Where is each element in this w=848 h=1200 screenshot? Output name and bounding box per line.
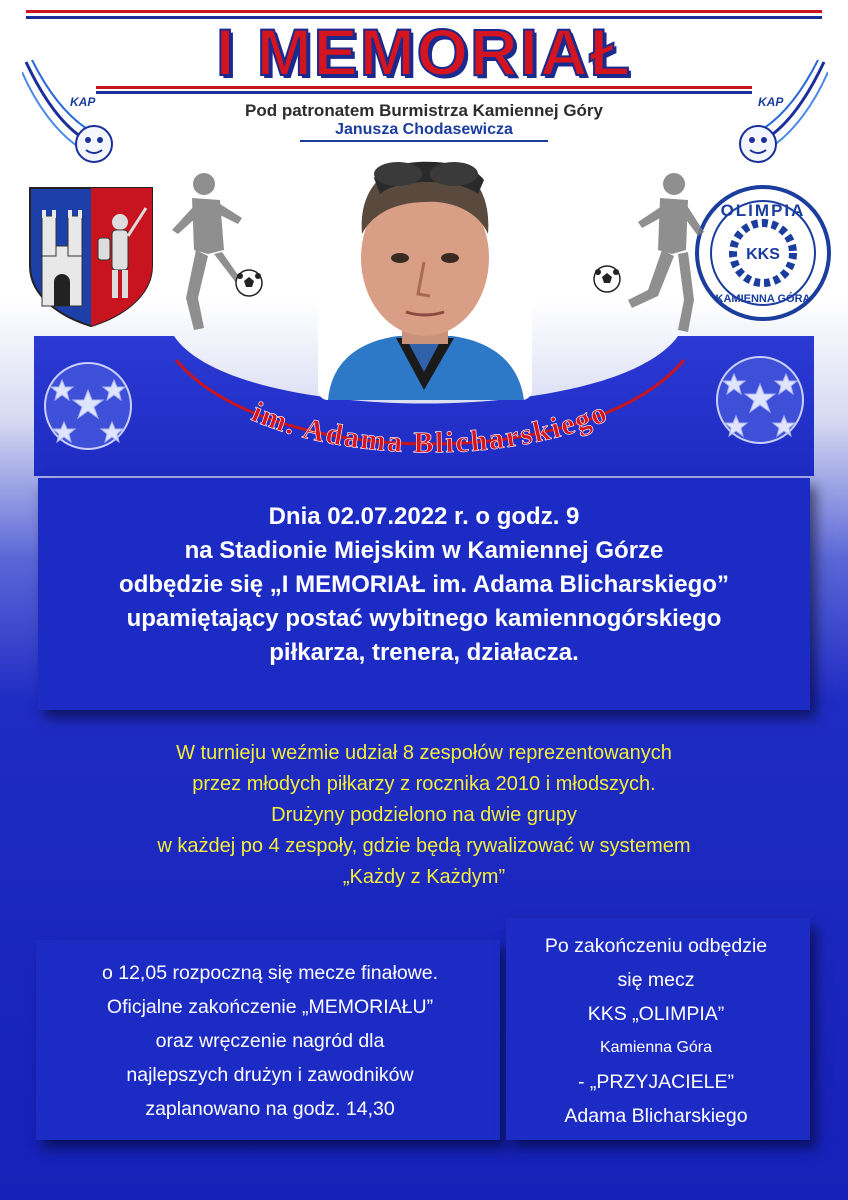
top-red-rule (26, 10, 822, 13)
finals-line-3: oraz wręczenie nagród dla (155, 1030, 385, 1052)
event-roles-line: piłkarza, trenera, działacza. (269, 639, 579, 666)
poster-title: I MEMORIAŁ (216, 15, 632, 89)
after-line-2: się mecz (617, 969, 695, 991)
player-silhouette-right-icon (618, 170, 718, 340)
soccer-ball-left-icon (234, 268, 264, 298)
tournament-line-3: Drużyny podzielono na dwie grupy (271, 804, 577, 826)
tournament-line-5: „Każdy z Każdym” (342, 866, 506, 888)
coat-of-arms-icon (28, 186, 154, 328)
tournament-line-1: W turnieju weźmie udział 8 zespołów reprezentowanych (176, 742, 672, 764)
after-line-4: Kamienna Góra (599, 1039, 713, 1056)
event-purpose-line: upamiętający postać wybitnego kamiennogórskiego (126, 605, 722, 632)
olimpia-top-text: OLIMPIA (720, 201, 806, 220)
finals-info (40, 956, 500, 1126)
kap-logo-left-text: KAP (70, 95, 96, 109)
star-ball-left-icon (42, 360, 134, 452)
tournament-line-4: w każdej po 4 zespoły, gdzie będą rywalizować w systemem (157, 835, 691, 857)
mayor-name: Janusza Chodasewicza (300, 121, 548, 142)
after-line-3: KKS „OLIMPIA” (587, 1003, 725, 1025)
soccer-ball-right-icon (592, 264, 622, 294)
finals-line-5: zaplanowano na godz. 14,30 (145, 1098, 395, 1120)
tournament-line-2: przez młodych piłkarzy z rocznika 2010 i młodszych. (192, 773, 656, 795)
after-line-5: - „PRZYJACIELE” (577, 1071, 735, 1093)
tournament-info (40, 738, 808, 893)
finals-line-2: Oficjalne zakończenie „MEMORIAŁU” (106, 996, 434, 1018)
olimpia-bottom-text: KAMIENNA GÓRA (715, 293, 811, 305)
memorial-name-text: im. Adama Blicharskiego (247, 395, 613, 460)
event-title-line: odbędzie się „I MEMORIAŁ im. Adama Blicharskiego” (119, 571, 729, 598)
kap-logo-left (22, 56, 114, 168)
patronage-line: Pod patronatem Burmistrza Kamiennej Góry (244, 101, 604, 120)
memorial-name-arc (150, 330, 710, 480)
star-ball-right-icon (714, 354, 806, 446)
bottom-blue-rule (96, 91, 752, 94)
after-line-1: Po zakończeniu odbędzie (544, 935, 768, 957)
event-date-line: Dnia 02.07.2022 r. o godz. 9 (268, 503, 580, 530)
kap-logo-right (736, 56, 828, 168)
kap-logo-right-text: KAP (758, 95, 784, 109)
olimpia-center-text: KKS (746, 246, 780, 263)
main-info-text (40, 500, 808, 670)
finals-line-1: o 12,05 rozpoczną się mecze finałowe. (101, 962, 439, 984)
player-silhouette-left-icon (164, 170, 264, 340)
event-location-line: na Stadionie Miejskim w Kamiennej Górze (184, 537, 664, 564)
svg-text:im. Adama Blicharskiego (247, 395, 613, 459)
after-match-info (506, 929, 806, 1133)
finals-line-4: najlepszych drużyn i zawodników (126, 1064, 414, 1086)
after-line-6: Adama Blicharskiego (564, 1105, 748, 1127)
